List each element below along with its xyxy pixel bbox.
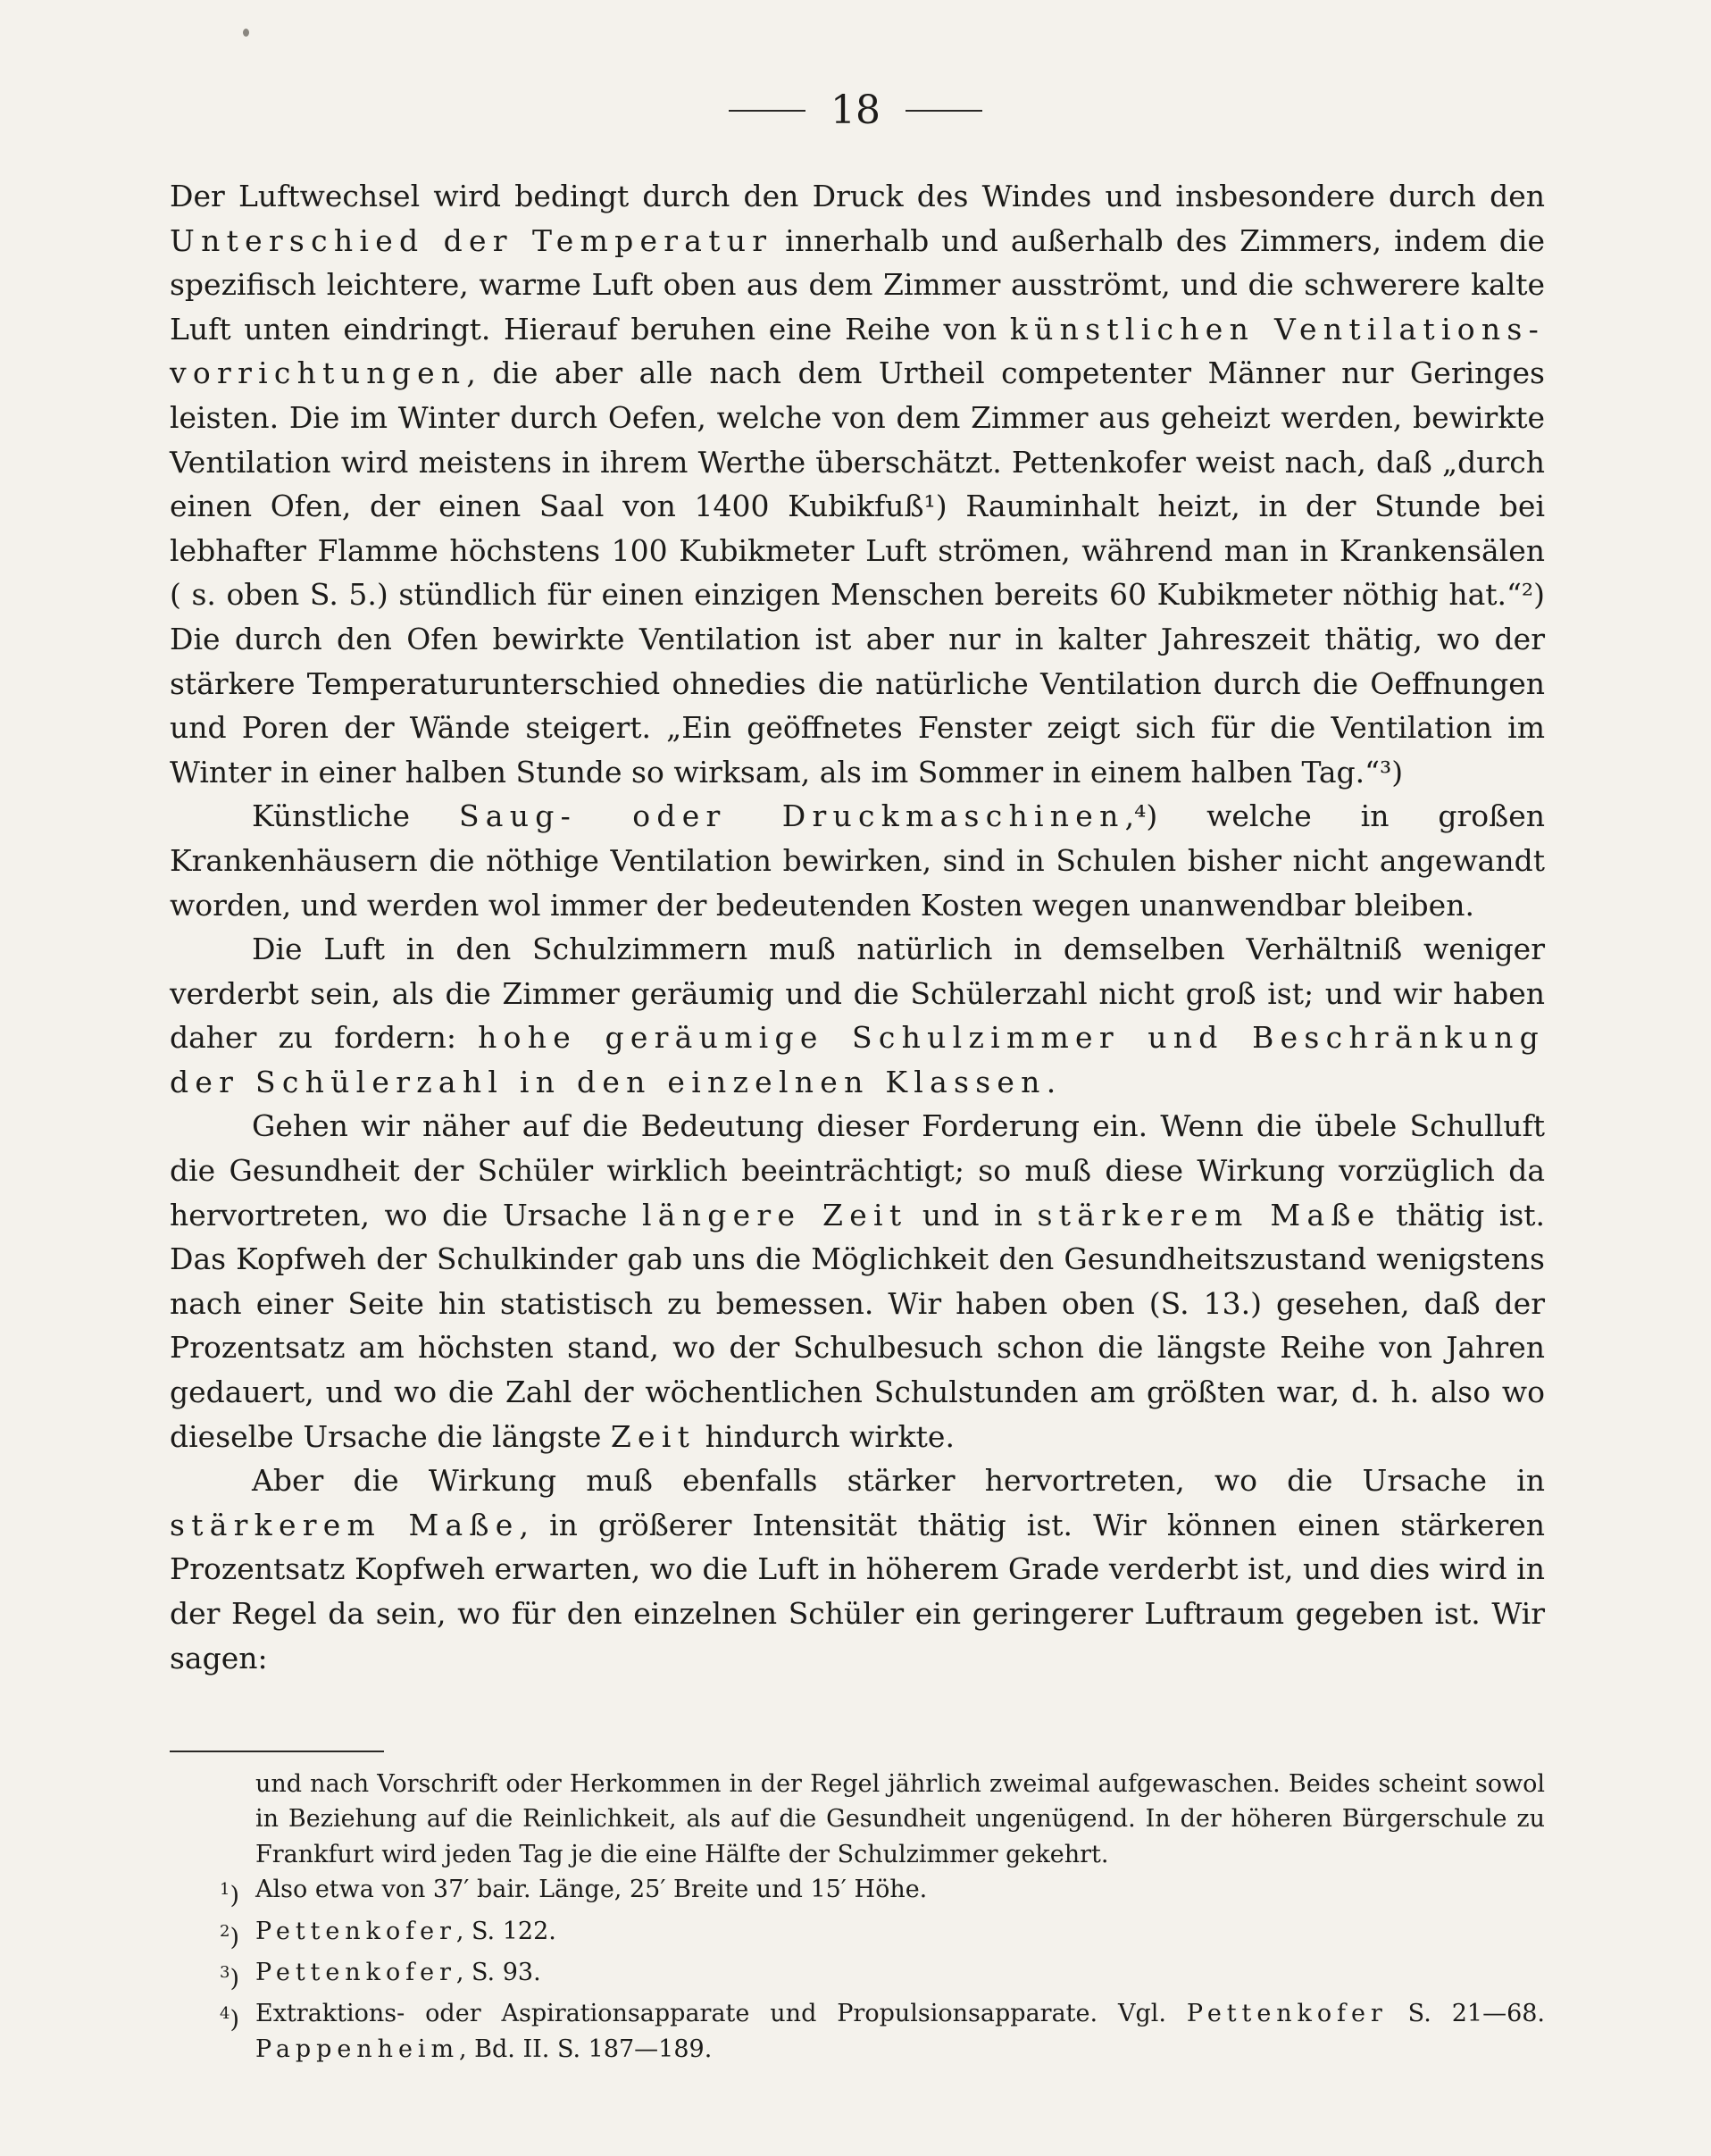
emphasis-text: Pettenkofer: [255, 1917, 456, 1945]
header-dash-right: [906, 110, 982, 112]
footnote-text: und nach Vorschrift oder Herkommen in der Regel jährlich zweimal aufgewaschen. Beides scheint sowol in Beziehung auf die Reinlichkeit, als auf die Gesundheit ungenügend. In der höheren Bürgerschule zu Frankfurt wird jeden Tag je die eine Hälfte der Schulzimmer gekehrt.: [255, 1770, 1545, 1868]
emphasis-text: stärkerem Maße: [1037, 1197, 1381, 1233]
emphasis-text: Unterschied der Temperatur: [170, 222, 773, 258]
page-number: 18: [830, 88, 881, 133]
footnote-text: Pettenkofer, S. 93.: [255, 1959, 541, 1987]
footnote-continued: [223, 1767, 1545, 1872]
footnote-mark: $^4$): [220, 2004, 239, 2035]
emphasis-text: hohe geräumige Schulzimmer und Beschränkung der Schülerzahl in den einzelnen Klassen: [170, 1020, 1545, 1099]
emphasis-text: Pettenkofer: [1186, 2000, 1388, 2028]
emphasis-text: Zeit: [610, 1418, 697, 1454]
ink-speck: [243, 29, 249, 37]
emphasis-text: künstlichen Ventilations-vorrichtungen: [170, 311, 1546, 391]
footnote-2: [220, 1914, 1545, 1955]
paragraph-3: Die Luft in den Schulzimmern muß natürlich in demselben Verhältniß weniger verderbt sein, als die Zimmer geräumig und die Schülerzahl nicht groß ist; und wir haben daher zu fordern: hohe geräumige Schulzimmer und Beschränkung der Schülerzahl in den einzelnen Klassen.: [170, 932, 1545, 1099]
footnote-mark: $^1$): [220, 1880, 239, 1910]
emphasis-text: Saug- oder Druckmaschinen: [458, 798, 1125, 834]
page-header: [0, 88, 1711, 134]
header-dash-left: [729, 110, 805, 112]
footnote-text: Also etwa von 37′ bair. Länge, 25′ Breite und 15′ Höhe.: [255, 1876, 928, 1904]
emphasis-text: längere Zeit: [641, 1197, 908, 1233]
footnote-1: [220, 1872, 1545, 1913]
emphasis-text: Pettenkofer: [255, 1959, 456, 1987]
footnote-text: Extraktions- oder Aspirationsapparate und Propulsionsapparate. Vgl. Pettenkofer S. 21—68. Pappenheim, Bd. II. S. 187—189.: [255, 2000, 1546, 2063]
paragraph-2: Künstliche Saug- oder Druckmaschinen,⁴) welche in großen Krankenhäusern die nöthige Ventilation bewirken, sind in Schulen bisher nicht angewandt worden, und werden wol immer der bedeutenden Kosten wegen unanwendbar bleiben.: [170, 798, 1545, 923]
paragraph-1: Der Luftwechsel wird bedingt durch den Druck des Windes und insbesondere durch den Unterschied der Temperatur innerhalb und außerhalb des Zimmers, indem die spezifisch leichtere, warme Luft oben aus dem Zimmer ausströmt, und die schwerere kalte Luft unten eindringt. Hierauf beruhen eine Reihe von künstlichen Ventilations-vorrichtungen, die aber alle nach dem Urtheil competenter Männer nur Geringes leisten. Die im Winter durch Oefen, welche von dem Zimmer aus geheizt werden, bewirkte Ventilation wird meistens in ihrem Werthe überschätzt. Pettenkofer weist nach, daß „durch einen Ofen, der einen Saal von 1400 Kubikfuß¹) Rauminhalt heizt, in der Stunde bei lebhafter Flamme höchstens 100 Kubikmeter Luft strömen, während man in Krankensälen ( s. oben S. 5.) stündlich für einen einzigen Menschen bereits 60 Kubikmeter nöthig hat.“²) Die durch den Ofen bewirkte Ventilation ist aber nur in kalter Jahreszeit thätig, wo der stärkere Temperaturunterschied ohnedies die natürliche Ventilation durch die Oeffnungen und Poren der Wände steigert. „Ein geöffnetes Fenster zeigt sich für die Ventilation im Winter in einer halben Stunde so wirksam, als im Sommer in einem halben Tag.“³): [170, 179, 1546, 790]
footnote-text: Pettenkofer, S. 122.: [255, 1917, 556, 1945]
footnote-3: [220, 1955, 1545, 1996]
footnote-mark: $^3$): [220, 1963, 239, 1993]
footnote-mark: $^2$): [220, 1921, 239, 1951]
footnotes: [220, 1767, 1546, 2067]
emphasis-text: stärkerem Maße: [170, 1507, 520, 1542]
footnote-rule: [170, 1751, 384, 1752]
body-text: [170, 174, 1545, 1680]
emphasis-text: Pappenheim: [255, 2035, 459, 2063]
footnote-4: [220, 1996, 1546, 2067]
paragraph-4: Gehen wir näher auf die Bedeutung dieser Forderung ein. Wenn die übele Schulluft die Gesundheit der Schüler wirklich beeinträchtigt; so muß diese Wirkung vorzüglich da hervortreten, wo die Ursache längere Zeit und in stärkerem Maße thätig ist. Das Kopfweh der Schulkinder gab uns die Möglichkeit den Gesundheitszustand wenigstens nach einer Seite hin statistisch zu bemessen. Wir haben oben (S. 13.) gesehen, daß der Prozentsatz am höchsten stand, wo der Schulbesuch schon die längste Reihe von Jahren gedauert, und wo die Zahl der wöchentlichen Schulstunden am größten war, d. h. also wo dieselbe Ursache die längste Zeit hindurch wirkte.: [170, 1108, 1546, 1454]
paragraph-5: Aber die Wirkung muß ebenfalls stärker hervortreten, wo die Ursache in stärkerem Maße, in größerer Intensität thätig ist. Wir können einen stärkeren Prozentsatz Kopfweh erwarten, wo die Luft in höherem Grade verderbt ist, und dies wird in der Regel da sein, wo für den einzelnen Schüler ein geringerer Luftraum gegeben ist. Wir sagen:: [170, 1463, 1546, 1675]
